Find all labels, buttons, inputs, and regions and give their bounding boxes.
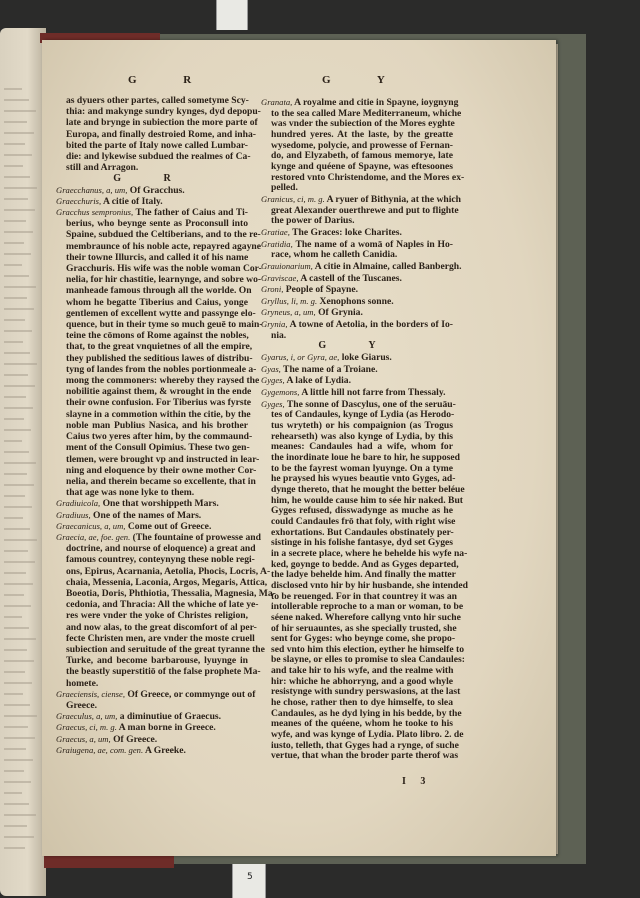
text-line: [261, 364, 453, 376]
bleed-through-line: [4, 352, 30, 354]
definition-text: One of the names of Mars.: [93, 509, 202, 521]
text-line: [56, 745, 248, 756]
text-line: ked, goynge to bedde. And as Gyges departed,: [271, 558, 459, 570]
text-line: teine the cōmons of Rome against the nobles,: [66, 330, 249, 342]
bleed-through-line: [4, 231, 33, 233]
text-line: ment of the Consull Opimius. These two gen-: [66, 442, 250, 454]
text-line: Caius two yeres after him, by the commaund-: [66, 431, 253, 443]
headword: Gygemons,: [261, 387, 300, 398]
text-line: nia.: [271, 329, 287, 341]
right-text-column: [261, 97, 468, 762]
definition-text: A ryuer of Bithynia, at the which: [326, 193, 462, 205]
section-heading: G Y: [318, 340, 396, 352]
definition-text: A citie of Italy.: [102, 195, 163, 207]
text-line: that, to the great vnquietnes of all the empire,: [66, 341, 253, 353]
text-line: dynge thereto, that he mought the better beléue: [271, 483, 465, 495]
dictionary-entry: [261, 375, 453, 387]
text-line: vertue, that whan the broder parte therof was: [271, 750, 459, 762]
text-line: [56, 521, 248, 532]
text-line: [56, 531, 261, 543]
text-line: that age was none lyke to them.: [66, 487, 195, 499]
text-line: their owne confusion. For Tiberius was fyrste: [66, 397, 252, 409]
bleed-through-line: [4, 847, 25, 849]
bleed-through-line: [4, 627, 29, 629]
bleed-through-line: [4, 363, 37, 365]
definition-text: The name of a womā of Naples in Ho-: [295, 238, 453, 250]
text-line: restored vnto Christendome, and the Mores ex-: [271, 171, 465, 183]
headword: Graeciensis, ciense,: [56, 688, 125, 699]
text-line: [261, 273, 453, 285]
text-line: [56, 711, 248, 722]
bleed-through-line: [4, 242, 24, 244]
headword: Gryneus, a, um,: [261, 307, 316, 318]
text-line: thia: and makynge sundry kynges, dyd depopu-: [66, 106, 261, 118]
bleed-through-line: [4, 572, 26, 574]
headword: Graecia, ae, foe. gen.: [56, 531, 131, 542]
bleed-through-line: [4, 110, 36, 112]
text-line: sistinge in his folishe fantasye, dyd set Gyges: [271, 537, 453, 549]
text-line: Candaules, as he dyd lying in his bedde, by the: [271, 707, 462, 719]
definition-text: (The fountaine of prowesse and: [132, 531, 261, 543]
definition-text: A royalme and citie in Spayne, ioygnyng: [294, 97, 459, 108]
text-line: manheade famous through all the worlde. On: [66, 285, 252, 297]
text-line: séene naked. Wherefore callyng vnto hir suche: [271, 611, 461, 623]
bleed-through-line: [4, 803, 29, 805]
text-line: nelia, and therein became so excellente, that in: [66, 475, 256, 487]
headword: Gyges,: [261, 375, 285, 386]
bleed-through-line: [4, 759, 33, 761]
text-line: and now alas, to the great discomfort of al per-: [66, 621, 257, 633]
text-line: membraunce of his noble acte, repayred agayne: [66, 240, 261, 252]
text-line: intollerable reproche to a man or woman, to be: [271, 601, 464, 613]
definition-text: Of Gracchus.: [129, 184, 185, 196]
text-line: was vnder the subiection of the Mores eyghte: [271, 118, 455, 130]
headword: Gracchus sempronius,: [56, 207, 134, 218]
dictionary-entry: [56, 510, 248, 521]
headword: Gratiae,: [261, 226, 290, 237]
definition-text: The father of Caius and Ti-: [135, 207, 248, 219]
bleed-through-line: [4, 286, 36, 288]
text-line: [261, 227, 453, 239]
headword: Graecchuris,: [56, 195, 102, 206]
text-line: cedonia, and Thracia: All the whiche of late ye-: [66, 599, 259, 611]
text-line: bited the parte of Italy nowe called Lumbar-: [66, 139, 248, 151]
text-line: exhortations. But Candaules obstinately per-: [271, 526, 454, 538]
text-line: in a secrete place, where he behelde his wyfe na-: [271, 547, 468, 559]
text-line: ning and eloquence by their owne mother Cor-: [66, 464, 257, 476]
bleed-through-line: [4, 297, 27, 299]
dictionary-entry: [56, 711, 248, 722]
definition-text: Come out of Greece.: [127, 520, 212, 532]
dictionary-entry: [261, 352, 453, 364]
text-line: to be reuenged. For in that countrey it was an: [271, 590, 458, 602]
bleed-through-line: [4, 484, 34, 486]
bleed-through-line: [4, 418, 24, 420]
text-line: tes of Candaules, kynge of Lydia (as Herodo-: [271, 409, 455, 421]
headword: Gradiuus,: [56, 509, 91, 520]
bleed-through-line: [4, 792, 22, 794]
text-line: Turke, and become barbarouse, lyuynge in: [66, 655, 248, 667]
bleed-through-line: [4, 462, 36, 464]
left-running-head: G R: [128, 74, 214, 86]
text-line: [261, 260, 462, 273]
previous-page-edge: [0, 28, 46, 896]
headword: Graecchanus, a, um,: [56, 184, 128, 195]
bleed-through-line: [4, 781, 31, 783]
headword: Graiugena, ae, com. gen.: [56, 744, 144, 755]
text-line: [56, 734, 248, 745]
text-line: [261, 352, 453, 364]
dictionary-entry: [56, 734, 248, 745]
text-line: to be the fayrest woman lyuynge. On a tyme: [271, 462, 453, 474]
definition-text: Of Greece, or commynge out of: [127, 688, 256, 700]
bleed-through-line: [4, 539, 37, 541]
text-line: fecte Christen men, are vnder the moste cruell: [66, 632, 255, 644]
dictionary-entry: [261, 296, 453, 308]
text-line: [56, 722, 248, 733]
text-line: mong the commoners: whereby they raysed the: [66, 375, 260, 387]
bleed-through-line: [4, 429, 31, 431]
bleed-through-line: [4, 308, 34, 310]
text-line: [261, 375, 453, 387]
text-line: res were vnder the yoke of Christes religion,: [66, 610, 248, 622]
text-line: homete.: [66, 677, 99, 689]
bleed-through-line: [4, 715, 37, 717]
definition-text: The Graces: loke Charites.: [292, 226, 402, 238]
text-line: [56, 498, 248, 509]
definition-text: A man borne in Greece.: [118, 722, 216, 734]
right-running-head: G Y: [322, 74, 407, 86]
text-line: Europa, and finally destroied Rome, and inha-: [66, 128, 256, 140]
text-line: the beastly superstitiō of the false prophete Ma-: [66, 666, 261, 678]
bleed-through-line: [4, 209, 35, 211]
bleed-through-line: [4, 407, 33, 409]
text-line: he praysed his wyues beautie vnto Gyges, ad-: [271, 473, 456, 485]
bleed-through-line: [4, 660, 34, 662]
definition-text: A little hill not farre from Thessaly.: [301, 387, 446, 399]
bleed-through-line: [4, 187, 37, 189]
headword: Graecus, ci, m. g.: [56, 722, 117, 733]
bleed-through-line: [4, 825, 27, 827]
dictionary-entry: [261, 97, 465, 194]
text-line: berius, who beynge sente as Proconsull into: [66, 218, 248, 230]
dictionary-entry: [261, 193, 462, 227]
headword: Gratidia,: [261, 238, 293, 249]
text-line: kynge and quéene of Spayne, was eftesoones: [271, 160, 453, 172]
headword: Grynia,: [261, 319, 288, 330]
dictionary-entry: [261, 260, 462, 273]
text-line: he chose, rather then to dye himselfe, to slea: [271, 697, 453, 709]
text-line: late and brynge in subiection the more parte of: [66, 117, 258, 129]
bleed-through-line: [4, 770, 24, 772]
text-line: to the sea called Mare Mediterraneum, whiche: [271, 107, 462, 119]
bleed-through-line: [4, 517, 23, 519]
bleed-through-line: [4, 330, 32, 332]
text-line: iusto, telleth, that Gyges had a rynge, of suche: [271, 739, 459, 751]
bleed-through-line: [4, 165, 23, 167]
headword: Graecanicus, a, um,: [56, 520, 126, 531]
text-line: as dyuers other partes, called sometyme Scy-: [66, 95, 249, 106]
bleed-through-line: [4, 396, 26, 398]
text-line: [261, 193, 462, 206]
section-heading: G R: [113, 173, 191, 185]
text-line: hir: whiche he abhorryng, and a good whyle: [271, 675, 453, 687]
dictionary-entry: [56, 688, 256, 711]
bleed-through-line: [4, 440, 22, 442]
bleed-through-line: [4, 253, 31, 255]
text-line: still and Arragon.: [66, 162, 139, 174]
text-line: him, he woulde cause him to sée hir naked. But: [271, 494, 463, 506]
bleed-through-line: [4, 748, 26, 750]
text-line: [56, 207, 248, 218]
definition-text: A Greeke.: [145, 744, 186, 756]
bleed-through-line: [4, 550, 28, 552]
bleed-through-line: [4, 385, 35, 387]
text-line: tyng of landes from the nobles portionmeale a-: [66, 363, 257, 375]
text-line: race, whom he calleth Canidia.: [271, 249, 398, 261]
headword: Granata,: [261, 97, 293, 107]
definition-text: The sonne of Dascylus, one of the seruāu-: [286, 398, 456, 410]
bleed-through-line: [4, 649, 27, 651]
headword: Groni,: [261, 284, 284, 295]
text-line: Spaine, subdued the Celtiberians, and to the re-: [66, 229, 261, 241]
text-line: do, and Elyzabeth, of famous memorye, late: [271, 150, 453, 162]
text-line: subiection and seruitude of the great tyranne the: [66, 643, 265, 655]
text-line: doctrine, and nourse of eloquence) a great and: [66, 543, 256, 555]
text-line: [56, 510, 248, 521]
bleed-through-line: [4, 605, 31, 607]
bleed-through-line: [4, 220, 26, 222]
bleed-through-line: [4, 726, 28, 728]
bleed-through-line: [4, 132, 34, 134]
bleed-through-line: [4, 583, 33, 585]
bleed-through-line: [4, 594, 24, 596]
text-line: wysedome, polycie, and prowesse of Fernan-: [271, 139, 453, 151]
bleed-through-line: [4, 88, 22, 90]
text-line: ons, Epirus, Acarnania, Aetolia, Phocis, Locris, A-: [66, 565, 271, 577]
text-line: [261, 296, 453, 308]
text-line: the power of Darius.: [271, 215, 355, 227]
definition-text: loke Giarus.: [341, 352, 392, 364]
text-line: could Candaules frō that foly, with right wise: [271, 515, 456, 527]
text-line: pelled.: [271, 182, 298, 194]
text-line: the inordinate loue he bare to hir, he supposed: [271, 452, 460, 463]
text-line: slayne in a commotion within the citie, by the: [66, 408, 251, 420]
text-line: rehearseth) was also kynge of Lydia, by this: [271, 430, 453, 442]
text-line: resistynge with sundry perswasions, at the last: [271, 686, 461, 698]
headword: Graviscae,: [261, 272, 299, 283]
text-line: nobilitie against them, & wrought in the ende: [66, 386, 252, 398]
text-line: Greece.: [66, 699, 97, 711]
headword: Granicus, ci, m. g.: [261, 193, 325, 204]
text-line: [56, 196, 248, 207]
headword: Gyges,: [261, 398, 285, 409]
dictionary-entry: [56, 531, 276, 689]
bleed-through-line: [4, 693, 23, 695]
text-line: gentlemen of excellent wytte and passynge elo-: [66, 307, 256, 319]
bleed-through-line: [4, 121, 27, 123]
bleed-through-line: [4, 143, 25, 145]
bleed-through-line: [4, 737, 35, 739]
bleed-through-line: [4, 682, 32, 684]
headword: Graecus, a, um,: [56, 733, 111, 744]
text-line: chaia, Messenia, Laconia, Argos, Megaris, Attica,: [66, 576, 268, 588]
definition-text: One that worshippeth Mars.: [102, 498, 219, 510]
text-line: the ladye behelde him. And finally the matter: [271, 569, 456, 581]
ruler-number: 5: [247, 872, 253, 882]
text-line: [261, 387, 453, 399]
bleed-through-line: [4, 341, 23, 343]
bleed-through-line: [4, 374, 28, 376]
text-line: Boeotia, Doris, Phthiotia, Thessalia, Magnesia, Ma-: [66, 587, 276, 599]
dictionary-entry: [56, 521, 248, 532]
dictionary-entry: [56, 207, 263, 499]
definition-text: Of Greece.: [113, 733, 158, 745]
text-line: whom he begatte Tiberius and Caius, yonge: [66, 296, 248, 308]
text-line: Gracchuris. His wife was the noble woman Cor-: [66, 263, 262, 275]
text-line: meanes: Candaules had a wife, whom for: [271, 441, 453, 453]
dictionary-entry: [56, 498, 248, 509]
dictionary-entry: [261, 284, 453, 296]
headword: Gryllus, li, m. g.: [261, 295, 318, 306]
paragraph: [56, 95, 261, 174]
definition-text: a diminutiue of Graecus.: [119, 711, 222, 723]
dictionary-entry: [56, 745, 248, 756]
text-line: great Alexander ouerthrewe and put to flighte: [271, 204, 459, 216]
bleed-through-line: [4, 836, 34, 838]
definition-text: A lake of Lydia.: [286, 375, 352, 387]
dictionary-entry: [56, 185, 248, 196]
text-line: meanes of the quéene, whom he tooke to his: [271, 718, 453, 730]
text-line: sent for Gyges: who beynge come, she propo-: [271, 633, 456, 645]
bleed-through-line: [4, 616, 22, 618]
headword: Graeculus, a, um,: [56, 711, 118, 722]
bottom-scale-ruler: [232, 862, 266, 898]
text-line: and take hir to his wyfe, and the realme with: [271, 665, 454, 677]
text-line: [261, 307, 453, 319]
text-line: tlemen, were brought vp and instructed in lear-: [66, 453, 260, 465]
bleed-through-line: [4, 264, 22, 266]
text-line: they published the seditious lawes of distribu-: [66, 352, 253, 364]
bleed-through-line: [4, 319, 25, 321]
headword: Gyas,: [261, 363, 281, 374]
bleed-through-line: [4, 473, 27, 475]
text-line: nelia, for hir chastitie, learnynge, and sobre wo-: [66, 274, 262, 286]
text-line: sed vnto him this election, eyther he himselfe to: [271, 643, 465, 655]
text-line: [261, 97, 459, 109]
bleed-through-line: [4, 671, 25, 673]
text-line: famous countrey, conteynyng these noble regi-: [66, 554, 255, 566]
dictionary-entry: [261, 239, 453, 261]
text-line: quence, but in their tyme so much geuē to main-: [66, 319, 263, 331]
definition-text: Xenophons sonne.: [319, 295, 394, 307]
dictionary-entry: [56, 196, 248, 207]
text-line: be slayne, or elles to promise to slea Candaules:: [271, 654, 465, 666]
text-line: of hir seruauntes, as she specially trusted, she: [271, 622, 457, 634]
dictionary-entry: [261, 227, 453, 239]
text-line: hundred yeres. At the laste, by the greatte: [271, 128, 453, 140]
headword: Gradiuicola,: [56, 498, 101, 509]
bleed-through-line: [4, 451, 29, 453]
text-line: Gyges refused, disswadynge as muche as he: [271, 505, 453, 517]
dictionary-entry: [261, 319, 453, 341]
bleed-through-line: [4, 176, 30, 178]
bleed-through-line: [4, 506, 32, 508]
dictionary-entry: [261, 398, 468, 762]
dictionary-entry: [261, 307, 453, 319]
bleed-through-line: [4, 638, 36, 640]
text-line: [261, 284, 453, 296]
text-line: tus wryteth) or his compaignion (as Trogus: [271, 420, 453, 432]
text-line: their towne Illurcis, and called it of his name: [66, 251, 249, 263]
text-line: [56, 185, 248, 196]
top-scale-ruler: [216, 0, 248, 30]
dictionary-entry: [261, 387, 453, 399]
dictionary-entry: [261, 273, 453, 285]
headword: Gyarus, i, or Gyra, ae,: [261, 352, 340, 363]
dictionary-entry: [56, 722, 248, 733]
bleed-through-line: [4, 99, 29, 101]
definition-text: A citie in Almaine, called Banbergh.: [314, 260, 462, 272]
bleed-through-line: [4, 198, 28, 200]
text-line: noble man Publius Nasica, and his brother: [66, 419, 248, 431]
headword: Grauionarium,: [261, 260, 313, 271]
bleed-through-line: [4, 528, 30, 530]
definition-text: The name of a Troiane.: [283, 363, 378, 375]
bleed-through-line: [4, 275, 29, 277]
text-line: [261, 319, 453, 331]
definition-text: A towne of Aetolia, in the borders of Io-: [289, 319, 453, 331]
text-line: die: and lykewise subdued the realmes of Ca-: [66, 151, 251, 163]
signature-mark: I 3: [402, 776, 432, 787]
bleed-through-line: [4, 154, 32, 156]
dictionary-entry: [261, 364, 453, 376]
bleed-through-line: [4, 561, 35, 563]
definition-text: Of Grynia.: [318, 307, 363, 319]
bleed-through-line: [4, 495, 25, 497]
text-line: wyfe, and was kynge of Lydia. Plato libro. 2. de: [271, 729, 464, 741]
text-line: [56, 688, 256, 700]
definition-text: People of Spayne.: [285, 284, 359, 296]
bleed-through-line: [4, 814, 36, 816]
text-line: disclosed vnto hir by hir husbande, she intended: [271, 579, 468, 591]
bleed-through-line: [4, 704, 30, 706]
definition-text: A castell of the Tuscanes.: [300, 272, 402, 284]
